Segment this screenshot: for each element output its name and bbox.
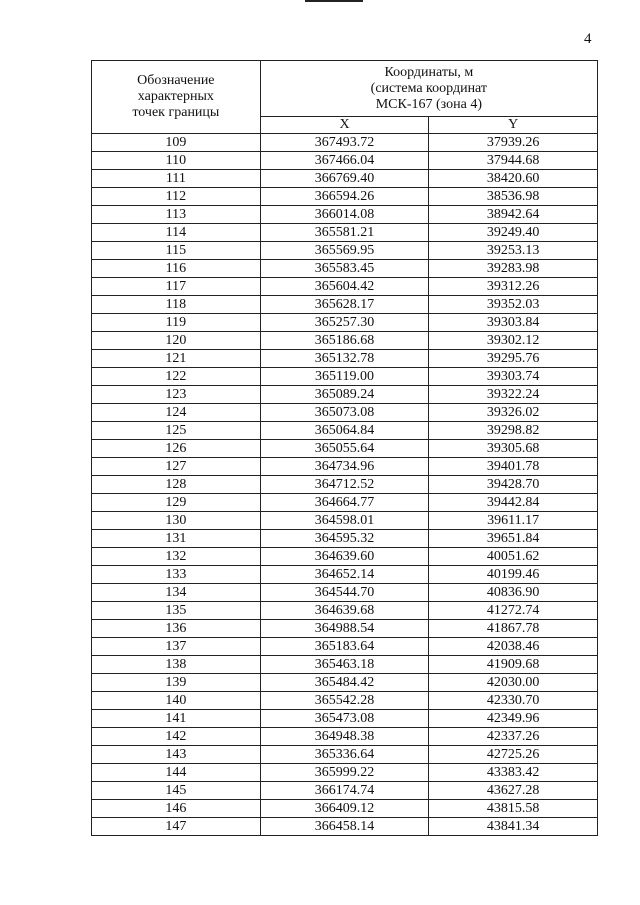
x-cell: 365183.64	[260, 638, 429, 656]
x-cell: 365569.95	[260, 242, 429, 260]
y-cell: 43841.34	[429, 818, 598, 836]
table-row	[92, 710, 598, 728]
x-cell: 365257.30	[260, 314, 429, 332]
x-cell: 365583.45	[260, 260, 429, 278]
point-cell: 137	[92, 638, 261, 656]
point-cell: 122	[92, 368, 261, 386]
x-cell: 365581.21	[260, 224, 429, 242]
x-cell: 366174.74	[260, 782, 429, 800]
table-row	[92, 224, 598, 242]
point-cell: 144	[92, 764, 261, 782]
point-cell: 110	[92, 152, 261, 170]
point-cell: 140	[92, 692, 261, 710]
table-row	[92, 620, 598, 638]
point-cell: 127	[92, 458, 261, 476]
point-cell: 111	[92, 170, 261, 188]
point-cell: 130	[92, 512, 261, 530]
y-cell: 39352.03	[429, 296, 598, 314]
table-row	[92, 746, 598, 764]
y-cell: 39283.98	[429, 260, 598, 278]
table-row	[92, 404, 598, 422]
header-coords-line-3: МСК-167 (зона 4)	[375, 96, 482, 112]
y-cell: 39326.02	[429, 404, 598, 422]
y-cell: 39298.82	[429, 422, 598, 440]
point-cell: 121	[92, 350, 261, 368]
x-cell: 364595.32	[260, 530, 429, 548]
table-row	[92, 170, 598, 188]
point-cell: 139	[92, 674, 261, 692]
x-cell: 364639.68	[260, 602, 429, 620]
table-row	[92, 314, 598, 332]
point-cell: 128	[92, 476, 261, 494]
table-row	[92, 548, 598, 566]
y-cell: 42330.70	[429, 692, 598, 710]
x-cell: 365484.42	[260, 674, 429, 692]
table-row	[92, 764, 598, 782]
x-cell: 366458.14	[260, 818, 429, 836]
table-row	[92, 134, 598, 152]
y-cell: 38942.64	[429, 206, 598, 224]
x-cell: 365463.18	[260, 656, 429, 674]
point-cell: 131	[92, 530, 261, 548]
point-cell: 124	[92, 404, 261, 422]
x-cell: 365073.08	[260, 404, 429, 422]
page-number: 4	[584, 31, 592, 47]
x-cell: 364734.96	[260, 458, 429, 476]
table-row	[92, 260, 598, 278]
table-row	[92, 638, 598, 656]
x-cell: 367493.72	[260, 134, 429, 152]
point-cell: 118	[92, 296, 261, 314]
table-body	[92, 134, 598, 836]
point-cell: 143	[92, 746, 261, 764]
table-row	[92, 782, 598, 800]
x-cell: 364544.70	[260, 584, 429, 602]
x-cell: 364664.77	[260, 494, 429, 512]
point-cell: 132	[92, 548, 261, 566]
point-cell: 112	[92, 188, 261, 206]
table-row	[92, 206, 598, 224]
x-cell: 365055.64	[260, 440, 429, 458]
table-row	[92, 692, 598, 710]
table-row	[92, 800, 598, 818]
x-cell: 364652.14	[260, 566, 429, 584]
y-cell: 39322.24	[429, 386, 598, 404]
table-row	[92, 512, 598, 530]
x-cell: 366014.08	[260, 206, 429, 224]
table-row	[92, 584, 598, 602]
point-cell: 126	[92, 440, 261, 458]
y-cell: 39651.84	[429, 530, 598, 548]
point-cell: 116	[92, 260, 261, 278]
x-cell: 365542.28	[260, 692, 429, 710]
x-cell: 367466.04	[260, 152, 429, 170]
x-cell: 364598.01	[260, 512, 429, 530]
x-cell: 364948.38	[260, 728, 429, 746]
header-y: Y	[429, 117, 598, 134]
y-cell: 42349.96	[429, 710, 598, 728]
point-cell: 117	[92, 278, 261, 296]
table-row	[92, 422, 598, 440]
x-cell: 365336.64	[260, 746, 429, 764]
table-row	[92, 494, 598, 512]
point-cell: 134	[92, 584, 261, 602]
table-row	[92, 278, 598, 296]
x-cell: 365999.22	[260, 764, 429, 782]
x-cell: 365132.78	[260, 350, 429, 368]
y-cell: 42725.26	[429, 746, 598, 764]
point-cell: 115	[92, 242, 261, 260]
y-cell: 39303.84	[429, 314, 598, 332]
table-row	[92, 458, 598, 476]
x-cell: 364988.54	[260, 620, 429, 638]
y-cell: 39249.40	[429, 224, 598, 242]
point-cell: 109	[92, 134, 261, 152]
y-cell: 41272.74	[429, 602, 598, 620]
x-cell: 366409.12	[260, 800, 429, 818]
header-point-label	[92, 61, 261, 134]
y-cell: 40051.62	[429, 548, 598, 566]
y-cell: 43627.28	[429, 782, 598, 800]
point-cell: 123	[92, 386, 261, 404]
y-cell: 39312.26	[429, 278, 598, 296]
point-cell: 133	[92, 566, 261, 584]
y-cell: 39253.13	[429, 242, 598, 260]
y-cell: 37939.26	[429, 134, 598, 152]
table-row	[92, 386, 598, 404]
point-cell: 135	[92, 602, 261, 620]
y-cell: 37944.68	[429, 152, 598, 170]
table-row	[92, 476, 598, 494]
x-cell: 364639.60	[260, 548, 429, 566]
x-cell: 365119.00	[260, 368, 429, 386]
point-cell: 141	[92, 710, 261, 728]
x-cell: 366594.26	[260, 188, 429, 206]
y-cell: 39428.70	[429, 476, 598, 494]
y-cell: 40836.90	[429, 584, 598, 602]
point-cell: 119	[92, 314, 261, 332]
x-cell: 365628.17	[260, 296, 429, 314]
point-cell: 142	[92, 728, 261, 746]
table-row	[92, 296, 598, 314]
table-row	[92, 332, 598, 350]
y-cell: 43815.58	[429, 800, 598, 818]
x-cell: 365186.68	[260, 332, 429, 350]
y-cell: 39302.12	[429, 332, 598, 350]
top-rule-mark	[305, 0, 363, 2]
table-row	[92, 368, 598, 386]
y-cell: 39303.74	[429, 368, 598, 386]
y-cell: 41909.68	[429, 656, 598, 674]
table-row	[92, 188, 598, 206]
y-cell: 43383.42	[429, 764, 598, 782]
table-row	[92, 566, 598, 584]
x-cell: 365089.24	[260, 386, 429, 404]
table-row	[92, 350, 598, 368]
y-cell: 40199.46	[429, 566, 598, 584]
point-cell: 129	[92, 494, 261, 512]
y-cell: 39305.68	[429, 440, 598, 458]
x-cell: 364712.52	[260, 476, 429, 494]
y-cell: 42038.46	[429, 638, 598, 656]
x-cell: 365064.84	[260, 422, 429, 440]
y-cell: 39442.84	[429, 494, 598, 512]
point-cell: 145	[92, 782, 261, 800]
header-coords-line-1: Координаты, м	[384, 64, 474, 80]
table-row	[92, 440, 598, 458]
point-cell: 136	[92, 620, 261, 638]
table-row	[92, 242, 598, 260]
coordinates-table	[91, 60, 598, 836]
y-cell: 39295.76	[429, 350, 598, 368]
header-coords-label	[260, 61, 597, 117]
y-cell: 42030.00	[429, 674, 598, 692]
y-cell: 38420.60	[429, 170, 598, 188]
point-cell: 147	[92, 818, 261, 836]
header-point-line-1: Обозначение	[137, 73, 215, 88]
y-cell: 38536.98	[429, 188, 598, 206]
y-cell: 39611.17	[429, 512, 598, 530]
table-row	[92, 152, 598, 170]
point-cell: 113	[92, 206, 261, 224]
table-row	[92, 728, 598, 746]
table-row	[92, 818, 598, 836]
table-row	[92, 656, 598, 674]
point-cell: 114	[92, 224, 261, 242]
header-coords-line-2: (система координат	[370, 80, 488, 96]
header-point-line-2: характерных	[137, 89, 214, 104]
point-cell: 125	[92, 422, 261, 440]
header-point-line-3: точек границы	[132, 105, 220, 120]
point-cell: 146	[92, 800, 261, 818]
point-cell: 120	[92, 332, 261, 350]
x-cell: 366769.40	[260, 170, 429, 188]
y-cell: 42337.26	[429, 728, 598, 746]
y-cell: 41867.78	[429, 620, 598, 638]
y-cell: 39401.78	[429, 458, 598, 476]
header-x: X	[260, 117, 429, 134]
point-cell: 138	[92, 656, 261, 674]
table-row	[92, 674, 598, 692]
x-cell: 365604.42	[260, 278, 429, 296]
table-row	[92, 530, 598, 548]
table-row	[92, 602, 598, 620]
x-cell: 365473.08	[260, 710, 429, 728]
